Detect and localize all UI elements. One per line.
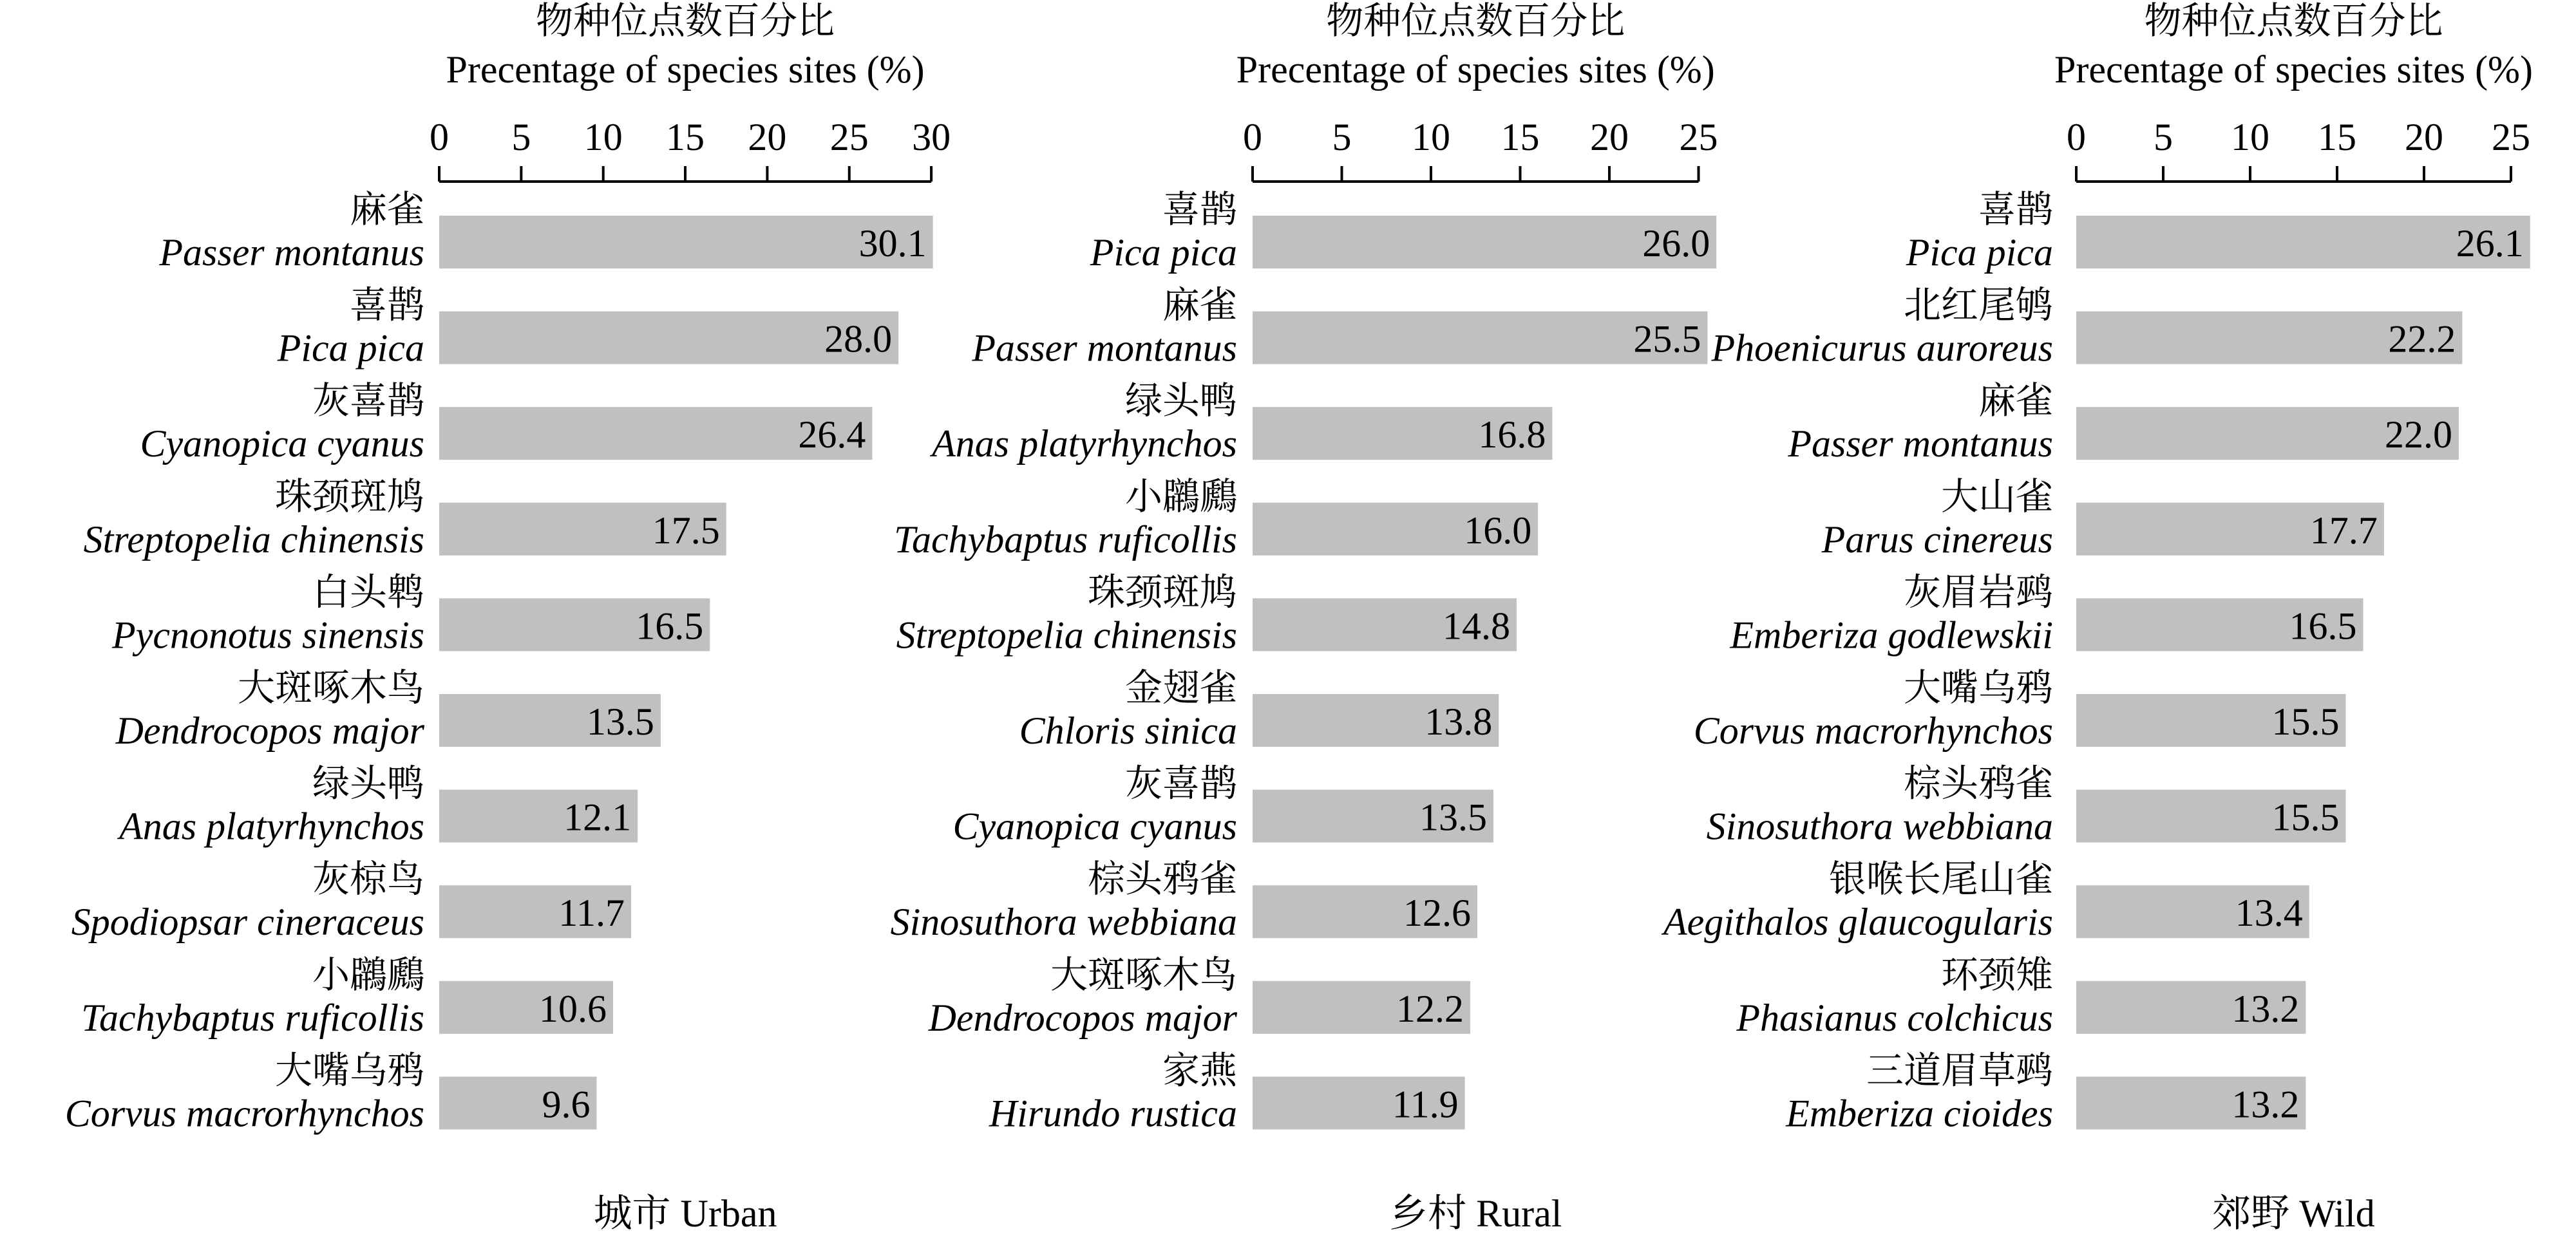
- bar-value-label: 15.5: [2271, 700, 2340, 743]
- category-label-cn: 小鸊鷉: [1124, 474, 1237, 518]
- category-label-cn: 麻雀: [349, 187, 424, 231]
- bar-value-label: 30.1: [858, 222, 927, 265]
- category-label-cn: 绿头鸭: [1124, 379, 1237, 423]
- x-tick-label: 20: [2405, 116, 2443, 158]
- bar-value-label: 15.5: [2271, 796, 2340, 839]
- bar-value-label: 12.1: [564, 796, 632, 839]
- x-tick-label: 25: [2492, 116, 2530, 158]
- category-label-latin: Aegithalos glaucogularis: [1663, 901, 2053, 944]
- x-axis-title-cn: 物种位点数百分比: [2144, 0, 2443, 42]
- category-label-latin: Dendrocopos major: [928, 996, 1237, 1039]
- bar-value-label: 13.5: [586, 700, 654, 743]
- chart-panel-1: [65, 0, 951, 1235]
- category-label-latin: Passer montanus: [972, 326, 1237, 370]
- bar-value-label: 11.7: [558, 892, 625, 935]
- x-tick-label: 15: [2318, 116, 2356, 158]
- bar-value-label: 26.1: [2456, 222, 2524, 265]
- category-label-cn: 棕头鸦雀: [1087, 857, 1237, 901]
- x-tick-label: 10: [2231, 116, 2269, 158]
- category-label-latin: Passer montanus: [159, 231, 424, 274]
- category-label-cn: 灰椋鸟: [312, 857, 424, 901]
- category-label-cn: 喜鹊: [349, 283, 424, 327]
- category-label-latin: Tachybaptus ruficollis: [81, 996, 424, 1039]
- x-tick-label: 0: [2067, 116, 2086, 158]
- x-tick-label: 5: [1332, 116, 1352, 158]
- category-label-latin: Corvus macrorhynchos: [1693, 709, 2053, 752]
- category-label-latin: Pica pica: [277, 326, 424, 370]
- category-label-latin: Anas platyrhynchos: [119, 805, 424, 848]
- bar-value-label: 13.5: [1419, 796, 1487, 839]
- x-tick-label: 30: [912, 116, 951, 158]
- bar-value-label: 9.6: [542, 1083, 591, 1126]
- category-label-latin: Hirundo rustica: [989, 1092, 1237, 1135]
- category-label-latin: Sinosuthora webbiana: [1706, 805, 2053, 848]
- category-label-cn: 麻雀: [1978, 379, 2053, 423]
- category-label-cn: 大山雀: [1940, 474, 2053, 518]
- panel-caption: 乡村 Rural: [1389, 1192, 1562, 1235]
- category-label-cn: 棕头鸦雀: [1903, 761, 2053, 805]
- bar-value-label: 17.7: [2309, 509, 2378, 552]
- bar-value-label: 16.0: [1464, 509, 1532, 552]
- category-label-latin: Emberiza godlewskii: [1730, 614, 2053, 657]
- category-label-cn: 环颈雉: [1940, 952, 2053, 997]
- category-label-cn: 小鸊鷉: [312, 952, 424, 997]
- category-label-latin: Dendrocopos major: [115, 709, 424, 752]
- category-label-latin: Corvus macrorhynchos: [64, 1092, 424, 1135]
- category-label-cn: 三道眉草鹀: [1866, 1048, 2053, 1093]
- category-label-latin: Chloris sinica: [1019, 709, 1237, 752]
- category-label-cn: 灰喜鹊: [312, 379, 424, 423]
- category-label-cn: 灰喜鹊: [1124, 761, 1237, 805]
- bar-value-label: 16.5: [2289, 605, 2357, 648]
- category-label-cn: 喜鹊: [1162, 187, 1237, 231]
- category-label-cn: 灰眉岩鹀: [1903, 570, 2053, 614]
- bar-value-label: 12.2: [1396, 987, 1464, 1030]
- category-label-latin: Streptopelia chinensis: [83, 518, 424, 561]
- category-label-latin: Spodiopsar cineraceus: [71, 901, 424, 944]
- bar-value-label: 16.5: [636, 605, 704, 648]
- bar-value-label: 10.6: [538, 987, 607, 1030]
- x-axis-title-en: Precentage of species sites (%): [446, 48, 925, 91]
- x-tick-label: 20: [748, 116, 787, 158]
- category-label-cn: 北红尾鸲: [1903, 283, 2053, 327]
- bar-value-label: 14.8: [1442, 605, 1510, 648]
- chart-panel-2: [891, 0, 1718, 1235]
- category-label-latin: Cyanopica cyanus: [140, 422, 424, 465]
- category-label-latin: Parus cinereus: [1821, 518, 2053, 561]
- panel-caption: 郊野 Wild: [2212, 1192, 2375, 1235]
- x-tick-label: 0: [430, 116, 449, 158]
- category-label-cn: 麻雀: [1162, 283, 1237, 327]
- bar-value-label: 26.0: [1642, 222, 1710, 265]
- bar-value-label: 16.8: [1478, 413, 1546, 456]
- bar-value-label: 22.0: [2385, 413, 2452, 456]
- x-axis-title-en: Precentage of species sites (%): [2054, 48, 2533, 91]
- panel-caption: 城市 Urban: [593, 1192, 777, 1235]
- category-label-latin: Pica pica: [1090, 231, 1237, 274]
- category-label-cn: 大嘴乌鸦: [274, 1048, 424, 1093]
- x-tick-label: 0: [1243, 116, 1262, 158]
- x-tick-label: 5: [511, 116, 531, 158]
- category-label-latin: Pica pica: [1906, 231, 2053, 274]
- x-tick-label: 25: [1679, 116, 1718, 158]
- x-tick-label: 5: [2154, 116, 2173, 158]
- category-label-cn: 大嘴乌鸦: [1903, 666, 2053, 709]
- category-label-cn: 家燕: [1162, 1048, 1237, 1093]
- category-label-latin: Tachybaptus ruficollis: [894, 518, 1237, 561]
- category-label-latin: Sinosuthora webbiana: [890, 901, 1237, 944]
- bar-value-label: 13.8: [1425, 700, 1493, 743]
- x-tick-label: 15: [1501, 116, 1540, 158]
- category-label-cn: 白头鹎: [312, 570, 424, 614]
- bar-value-label: 13.2: [2231, 987, 2300, 1030]
- bar-value-label: 22.2: [2388, 317, 2456, 361]
- category-label-cn: 喜鹊: [1978, 187, 2053, 231]
- bar-value-label: 17.5: [652, 509, 720, 552]
- category-label-latin: Anas platyrhynchos: [932, 422, 1237, 465]
- bar-value-label: 25.5: [1633, 317, 1701, 361]
- category-label-latin: Phasianus colchicus: [1736, 996, 2053, 1039]
- category-label-cn: 银喉长尾山雀: [1828, 857, 2053, 901]
- category-label-latin: Emberiza cioides: [1786, 1092, 2053, 1135]
- x-axis-title-en: Precentage of species sites (%): [1236, 48, 1715, 91]
- bar-value-label: 13.4: [2235, 892, 2303, 935]
- category-label-cn: 珠颈斑鸠: [1087, 570, 1237, 614]
- category-label-latin: Passer montanus: [1788, 422, 2053, 465]
- x-tick-label: 20: [1590, 116, 1629, 158]
- x-axis-title-cn: 物种位点数百分比: [1326, 0, 1625, 42]
- category-label-latin: Phoenicurus auroreus: [1711, 326, 2053, 370]
- bar-value-label: 26.4: [798, 413, 866, 456]
- category-label-latin: Streptopelia chinensis: [896, 614, 1237, 657]
- x-tick-label: 15: [666, 116, 705, 158]
- bar-value-label: 12.6: [1403, 892, 1472, 935]
- bar-value-label: 28.0: [824, 317, 893, 361]
- x-tick-label: 10: [1412, 116, 1450, 158]
- category-label-latin: Pycnonotus sinensis: [112, 614, 424, 657]
- chart-panel-3: [1661, 0, 2533, 1235]
- x-tick-label: 25: [829, 116, 869, 158]
- category-label-cn: 珠颈斑鸠: [274, 474, 424, 518]
- category-label-cn: 大斑啄木鸟: [1050, 952, 1237, 997]
- category-label-latin: Cyanopica cyanus: [952, 805, 1237, 848]
- category-label-cn: 绿头鸭: [312, 761, 424, 805]
- x-axis-title-cn: 物种位点数百分比: [536, 0, 835, 42]
- category-label-cn: 大斑啄木鸟: [237, 666, 424, 709]
- category-label-cn: 金翅雀: [1124, 666, 1237, 709]
- bar-value-label: 13.2: [2231, 1083, 2300, 1126]
- x-tick-label: 10: [583, 116, 623, 158]
- bar-value-label: 11.9: [1392, 1083, 1459, 1126]
